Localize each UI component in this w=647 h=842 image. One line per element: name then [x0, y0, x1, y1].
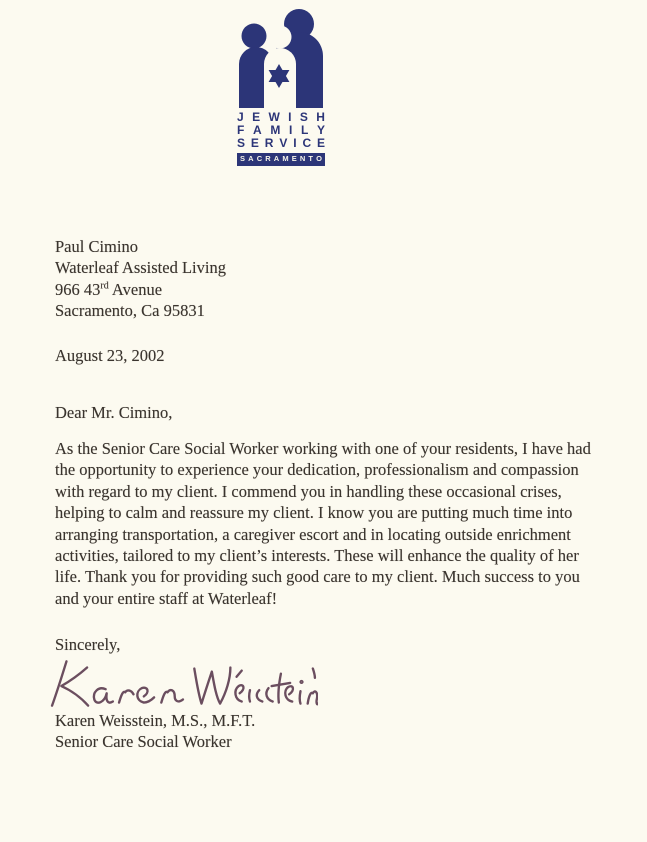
logo-word-family: F A M I L Y [237, 123, 325, 137]
salutation: Dear Mr. Cimino, [55, 403, 173, 422]
body-line: As the Senior Care Social Worker working with one of your residents, I have had [55, 439, 591, 458]
logo-banner-sacramento: S A C R A M E N T O [237, 153, 325, 166]
handwritten-signature-image [50, 652, 318, 716]
recipient-name: Paul Cimino [55, 237, 138, 256]
body-line: helping to calm and reassure my client. I know you are putting much time into [55, 503, 573, 523]
body-line: with regard to my client. I commend you in handling these occasional crises, [55, 481, 562, 501]
letter-body [55, 438, 591, 609]
signature-block [55, 710, 255, 753]
ordinal-suffix: rd [100, 280, 109, 292]
logo-wordmark [237, 111, 325, 150]
logo-word-jewish: J E W I S H [237, 110, 325, 124]
recipient-street: 966 43rd Avenue [55, 279, 163, 299]
valediction: Sincerely, [55, 635, 121, 654]
signer-typed-name: Karen Weisstein, M.S., M.F.T. [55, 711, 256, 730]
body-line: activities, tailored to my client’s interests. These will enhance the quality of her [55, 546, 579, 566]
recipient-org: Waterleaf Assisted Living [55, 258, 226, 278]
recipient-address-block [55, 236, 226, 322]
letter-date: August 23, 2002 [55, 346, 165, 365]
logo-word-service: S E R V I C E [237, 136, 325, 150]
body-line: and your entire staff at Waterleaf! [55, 588, 278, 608]
body-line: the opportunity to experience your dedication, professionalism and compassion [55, 460, 579, 480]
signer-title: Senior Care Social Worker [55, 732, 232, 752]
jfs-letterhead-logo [237, 8, 325, 166]
family-figures-icon [237, 8, 325, 108]
recipient-city: Sacramento, Ca 95831 [55, 301, 205, 321]
body-line: life. Thank you for providing such good care to my client. Much success to you [55, 567, 580, 587]
body-line: arranging transportation, a caregiver escort and in locating outside enrichment [55, 524, 571, 544]
